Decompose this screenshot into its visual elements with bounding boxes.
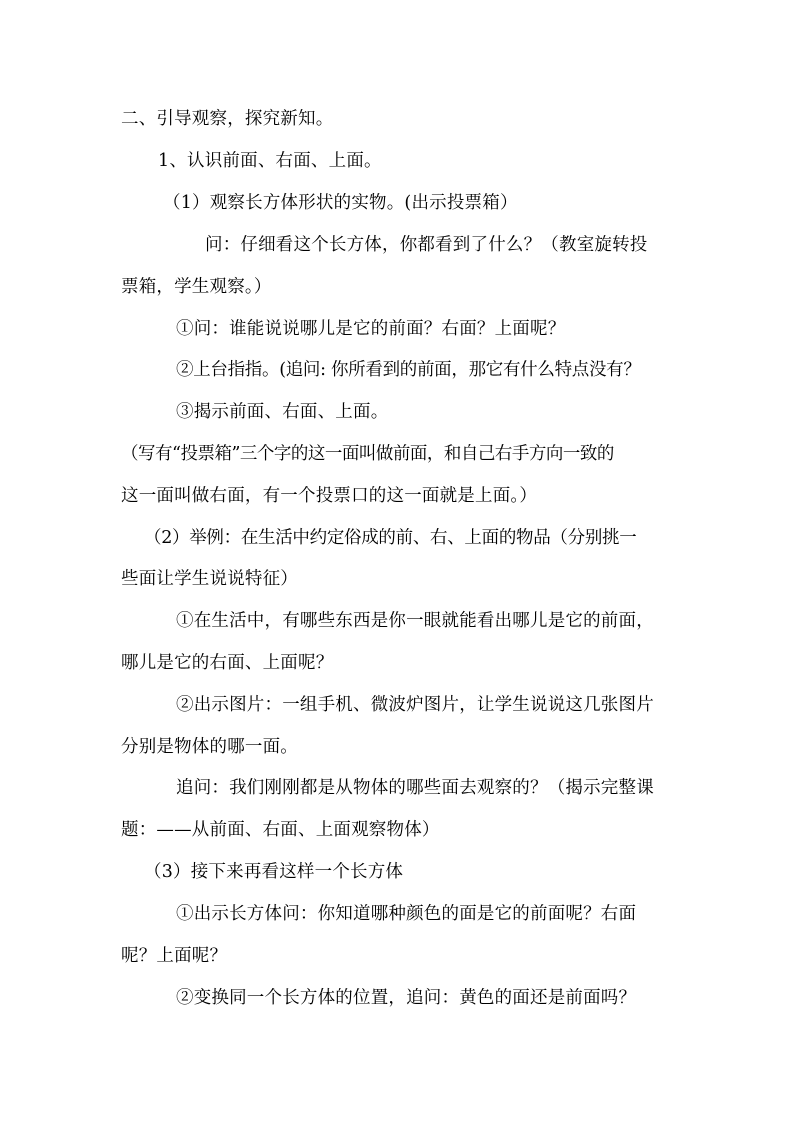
paragraph-line: （3）接下来再看这样一个长方体	[144, 862, 404, 882]
paragraph-line: 追问：我们刚刚都是从物体的哪些面去观察的？（揭示完整课	[176, 778, 654, 798]
paragraph-line: （1）观察长方体形状的实物。(出示投票箱）	[163, 193, 518, 213]
paragraph-line: ①问：谁能说说哪儿是它的前面？右面？上面呢？	[176, 319, 566, 339]
paragraph-line: 哪儿是它的右面、上面呢？	[121, 653, 334, 673]
paragraph-line: 票箱，学生观察。）	[121, 277, 272, 297]
paragraph-line: 分别是物体的哪一面。	[121, 737, 298, 757]
paragraph-line: 呢？上面呢？	[121, 946, 228, 966]
paragraph-line: ②变换同一个长方体的位置，追问：黄色的面还是前面吗？	[176, 988, 637, 1008]
subsection-heading: 1、认识前面、右面、上面。	[158, 151, 382, 171]
paragraph-line: ①在生活中，有哪些东西是你一眼就能看出哪儿是它的前面，	[176, 611, 654, 631]
paragraph-line: 问：仔细看这个长方体，你都看到了什么？（教室旋转投	[205, 235, 648, 255]
paragraph-line: ②上台指指。(追问: 你所看到的前面，那它有什么特点没有？	[176, 360, 641, 380]
paragraph-line: ③揭示前面、右面、上面。	[176, 402, 389, 422]
paragraph-line: （写有“投票箱”三个字的这一面叫做前面，和自己右手方向一致的	[121, 444, 614, 464]
paragraph-line: 些面让学生说说特征）	[121, 569, 298, 589]
paragraph-line: ①出示长方体问：你知道哪种颜色的面是它的前面呢？右面	[176, 904, 637, 924]
paragraph-line: （2）举例：在生活中约定俗成的前、右、上面的物品（分别挑一	[144, 528, 637, 548]
paragraph-line: ②出示图片：一组手机、微波炉图片，让学生说说这几张图片	[176, 695, 654, 715]
section-heading: 二、引导观察，探究新知。	[121, 109, 334, 129]
paragraph-line: 这一面叫做右面，有一个投票口的这一面就是上面。）	[121, 486, 538, 506]
paragraph-line: 题：——从前面、右面、上面观察物体）	[121, 820, 440, 840]
